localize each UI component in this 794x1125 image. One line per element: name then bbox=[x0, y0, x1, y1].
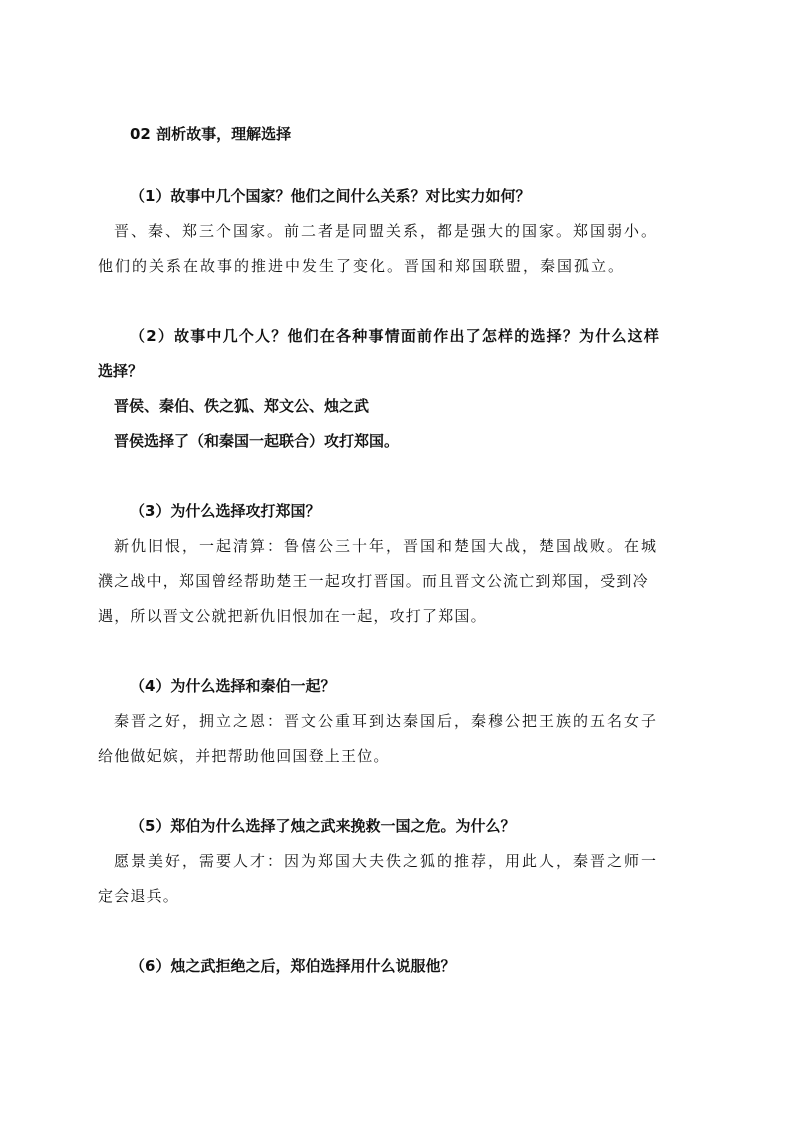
answer-4-line-1: 秦晋之好，拥立之恩：晋文公重耳到达秦国后，秦穆公把王族的五名女子 bbox=[114, 712, 659, 730]
question-6: （6）烛之武拒绝之后，郑伯选择用什么说服他？ bbox=[130, 957, 456, 975]
answer-1-line-2: 他们的关系在故事的推进中发生了变化。晋国和郑国联盟，秦国孤立。 bbox=[98, 257, 626, 275]
question-2-line-1: （2）故事中几个人？他们在各种事情面前作出了怎样的选择？为什么这样 bbox=[130, 327, 661, 345]
question-4: （4）为什么选择和秦伯一起？ bbox=[130, 677, 336, 695]
answer-3-line-2: 濮之战中，郑国曾经帮助楚王一起攻打晋国。而且晋文公流亡到郑国，受到冷 bbox=[98, 572, 649, 590]
answer-2-line-1: 晋侯、秦伯、佚之狐、郑文公、烛之武 bbox=[114, 397, 370, 415]
question-5: （5）郑伯为什么选择了烛之武来挽救一国之危。为什么？ bbox=[130, 817, 516, 835]
answer-3-line-1: 新仇旧恨，一起清算：鲁僖公三十年，晋国和楚国大战，楚国战败。在城 bbox=[114, 537, 659, 555]
answer-2-line-2: 晋侯选择了（和秦国一起联合）攻打郑国。 bbox=[114, 432, 400, 450]
question-3: （3）为什么选择攻打郑国？ bbox=[130, 502, 321, 520]
answer-3-line-3: 遇，所以晋文公就把新仇旧恨加在一起，攻打了郑国。 bbox=[98, 607, 487, 625]
answer-1-line-1: 晋、秦、郑三个国家。前二者是同盟关系，都是强大的国家。郑国弱小。 bbox=[114, 222, 659, 240]
answer-5-line-2: 定会退兵。 bbox=[98, 887, 180, 905]
question-1: （1）故事中几个国家？他们之间什么关系？对比实力如何？ bbox=[130, 187, 531, 205]
answer-5-line-1: 愿景美好，需要人才：因为郑国大夫佚之狐的推荐，用此人，秦晋之师一 bbox=[114, 852, 659, 870]
question-2-line-2: 选择？ bbox=[98, 362, 144, 380]
answer-4-line-2: 给他做妃嫔，并把帮助他回国登上王位。 bbox=[98, 747, 390, 765]
section-title: 02 剖析故事，理解选择 bbox=[130, 125, 292, 143]
